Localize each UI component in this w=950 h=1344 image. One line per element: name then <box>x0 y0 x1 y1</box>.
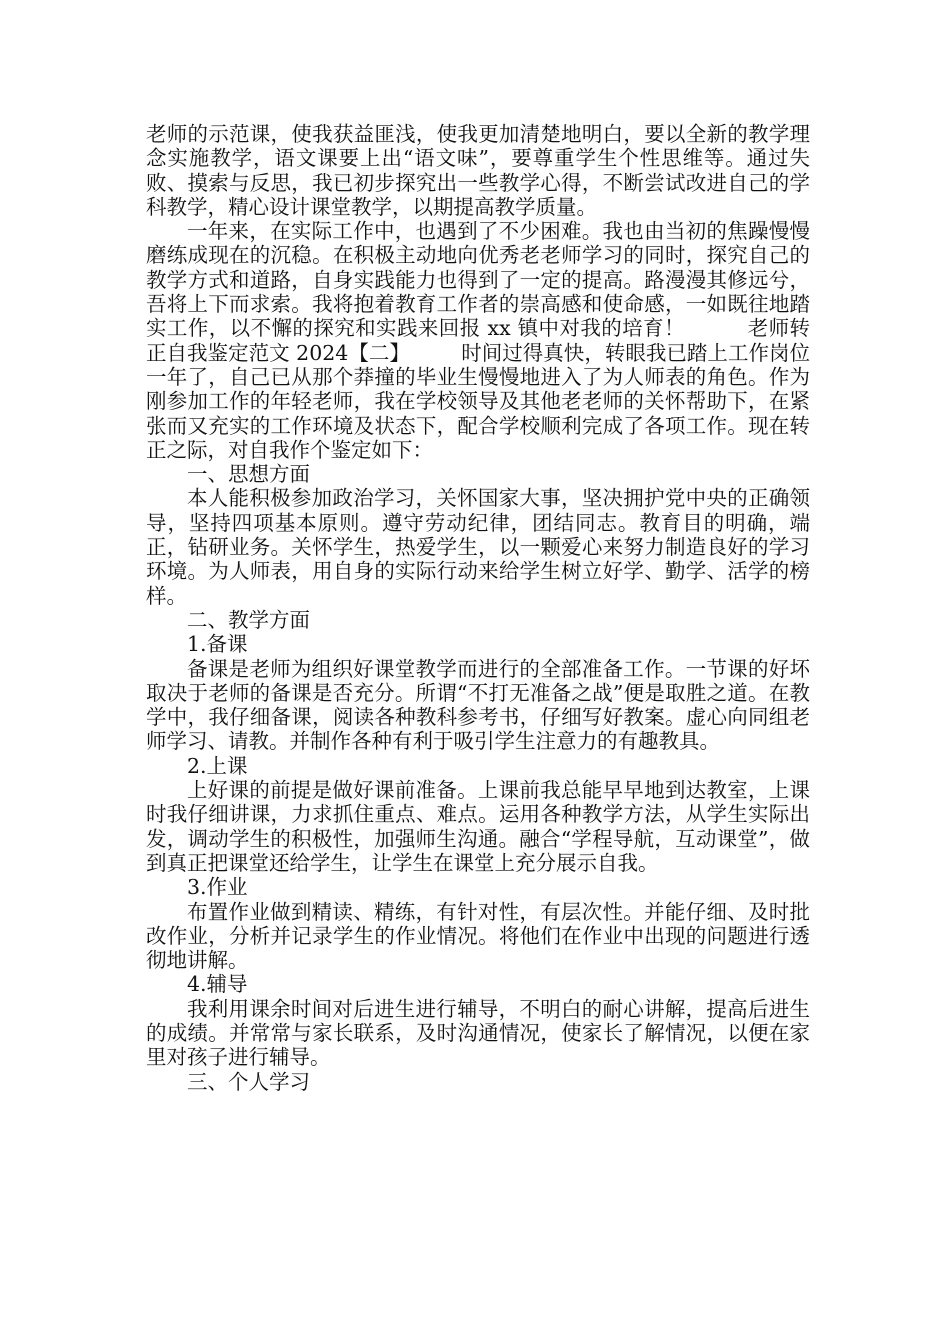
section-heading-thought: 一、思想方面 <box>187 462 310 487</box>
paragraph-tutoring: 我利用课余时间对后进生进行辅导，不明白的耐心讲解，提高后进生的成绩。并常常与家长联系，及时沟通情况，使家长了解情况，以便在家里对孩子进行辅导。 <box>146 996 810 1070</box>
subheading-lesson-prep: 1.备课 <box>187 632 248 657</box>
section-heading-teaching: 二、教学方面 <box>187 607 310 632</box>
paragraph-class: 上好课的前提是做好课前准备。上课前我总能早早地到达教室，上课时我仔细讲课，力求抓住重点、难点。运用各种教学方法，从学生实际出发，调动学生的积极性，加强师生沟通。融合“学程导航，互动课堂”，做到真正把课堂还给学生，让学生在课堂上充分展示自我。 <box>146 778 810 875</box>
paragraph-lesson-prep: 备课是老师为组织好课堂教学而进行的全部准备工作。一节课的好坏取决于老师的备课是否充分。所谓“不打无准备之战”便是取胜之道。在教学中，我仔细备课，阅读各种教科参考书，仔细写好教案。虚心向同组老师学习、请教。并制作各种有利于吸引学生注意力的有趣教具。 <box>146 656 810 754</box>
subheading-homework: 3.作业 <box>187 875 248 900</box>
document-page <box>146 122 810 1094</box>
subheading-tutoring: 4.辅导 <box>187 972 248 997</box>
paragraph-year-review: 一年来，在实际工作中，也遇到了不少困难。我也由当初的焦躁慢慢磨练成现在的沉稳。在积极主动地向优秀老老师学习的同时，探究自己的教学方式和道路，自身实践能力也得到了一定的提高。路漫漫其修远兮，吾将上下而求索。我将抱着教育工作者的崇高感和使命感，一如既往地踏实工作，以不懈的探究和实践来回报 xx 镇中对我的培育！ 老师转正自我鉴定范文 2024【二】 时间过得真快，转眼我已踏上工作岗位一年了，自己已从那个莽撞的毕业生慢慢地进入了为人师表的角色。作为刚参加工作的年轻老师，我在学校领导及其他老老师的关怀帮助下，在紧张而又充实的工作环境及状态下，配合学校顺利完成了各项工作。现在转正之际，对自我作个鉴定如下： <box>146 219 810 462</box>
subheading-class: 2.上课 <box>187 753 248 778</box>
section-heading-personal-study: 三、个人学习 <box>187 1069 310 1094</box>
paragraph-thought: 本人能积极参加政治学习，关怀国家大事，坚决拥护党中央的正确领导，坚持四项基本原则。遵守劳动纪律，团结同志。教育目的明确，端正，钻研业务。关怀学生，热爱学生，以一颗爱心来努力制造良好的学习环境。为人师表，用自身的实际行动来给学生树立好学、勤学、活学的榜样。 <box>146 486 810 608</box>
paragraph-intro-continued: 老师的示范课，使我获益匪浅，使我更加清楚地明白，要以全新的教学理念实施教学，语文课要上出“语文味”，要尊重学生个性思维等。通过失败、摸索与反思，我已初步探究出一些教学心得，不断尝试改进自己的学科教学，精心设计课堂教学，以期提高教学质量。 <box>146 122 810 219</box>
paragraph-homework: 布置作业做到精读、精练，有针对性，有层次性。并能仔细、及时批改作业，分析并记录学生的作业情况。将他们在作业中出现的问题进行透彻地讲解。 <box>146 899 810 973</box>
